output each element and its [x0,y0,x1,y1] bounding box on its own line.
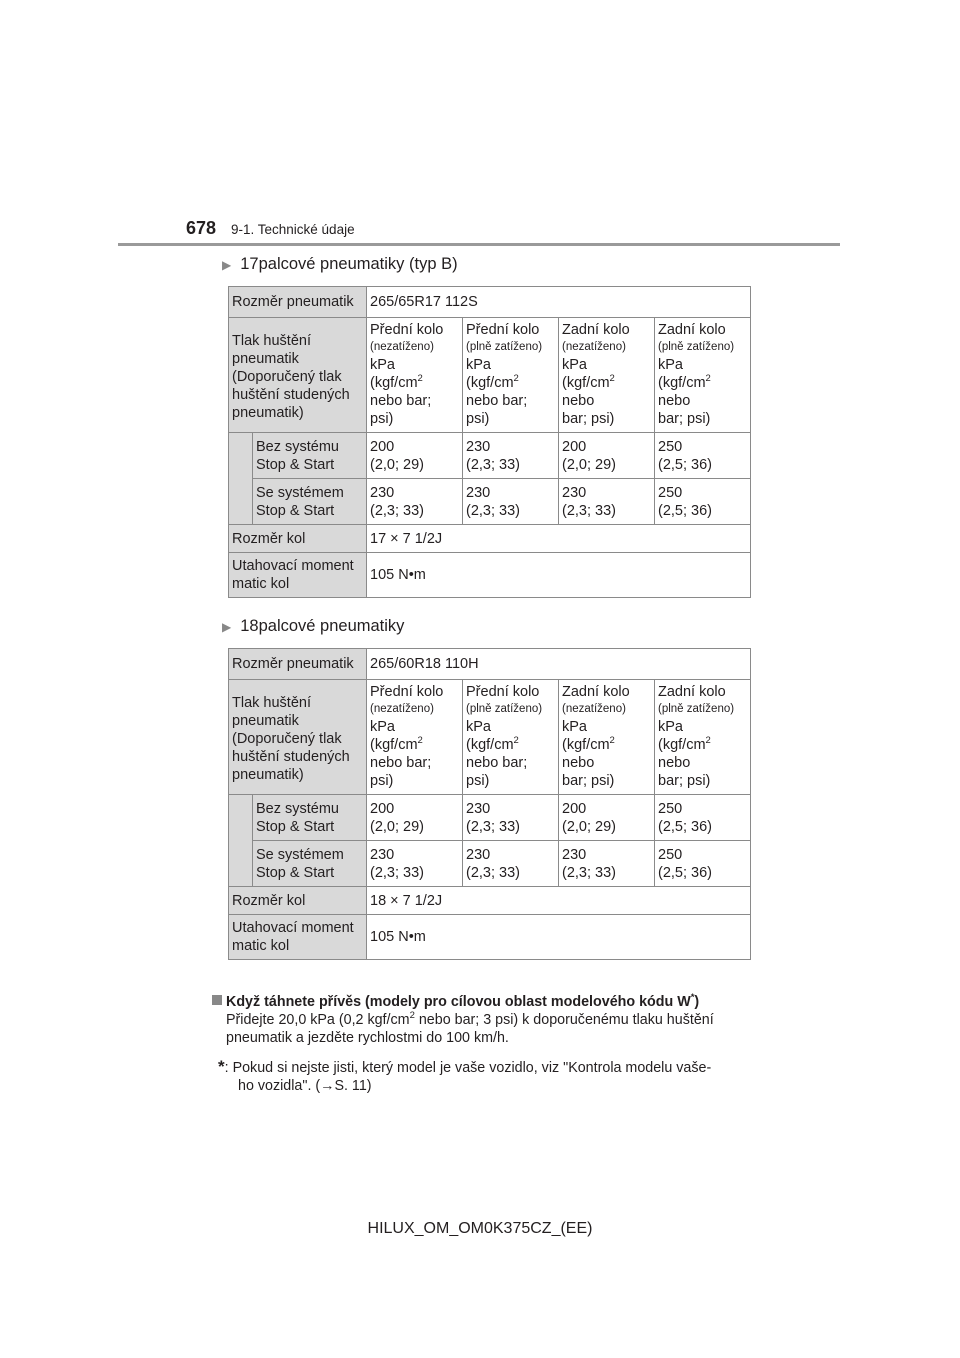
subheading-17-inch [222,255,458,274]
pressure-value: 200 (2,0; 29) [367,795,463,841]
tire-size-value: 265/60R18 110H [367,649,751,680]
torque-value: 105 N•m [367,915,751,960]
pressure-value: 250 (2,5; 36) [655,479,751,525]
note-body: Přidejte 20,0 kPa (0,2 kgf/$cm^2$ nebo bar; 3 psi) k doporučenému tlaku huštění pneumatik a jezděte rychlostmi do 100 km/h. [226,1010,714,1046]
tire-size-value: 265/65R17 112S [367,287,751,318]
column-header: Zadní kolo (plně zatíženo) kPa ($kgf/cm^2$ nebo bar; psi) [655,318,751,433]
indent-cell [229,795,253,887]
pressure-value: 230 (2,3; 33) [367,479,463,525]
tire-size-label: Rozměr pneumatik [229,287,367,318]
pressure-header-row [229,680,751,795]
indent-cell [229,433,253,525]
tire-table-18 [228,648,751,960]
tire-size-label: Rozměr pneumatik [229,649,367,680]
table-row [229,795,751,841]
pressure-value: 230 (2,3; 33) [559,479,655,525]
pressure-value: 230 (2,3; 33) [559,841,655,887]
row-label: Bez systému Stop & Start [253,795,367,841]
torque-label: Utahovací moment matic kol [229,553,367,598]
torque-row [229,553,751,598]
column-header: Přední kolo (plně zatíženo) kPa ($kgf/cm^2$ nebo bar; psi) [463,680,559,795]
pressure-value: 250 (2,5; 36) [655,433,751,479]
pressure-value: 230 (2,3; 33) [463,795,559,841]
pressure-label: Tlak huštění pneumatik (Doporučený tlak huštění studených pneumatik) [229,680,367,795]
torque-row [229,915,751,960]
column-header: Přední kolo (nezatíženo) kPa ($kgf/cm^2$ nebo bar; psi) [367,318,463,433]
wheel-size-label: Rozměr kol [229,887,367,915]
document-code: HILUX_OM_OM0K375CZ_(EE) [367,1220,593,1237]
pressure-value: 230 (2,3; 33) [463,841,559,887]
torque-value: 105 N•m [367,553,751,598]
column-header: Přední kolo (nezatíženo) kPa ($kgf/cm^2$ nebo bar; psi) [367,680,463,795]
pressure-value: 200 (2,0; 29) [559,433,655,479]
wheel-size-value: 17 × 7 1/2J [367,525,751,553]
pressure-value: 200 (2,0; 29) [367,433,463,479]
pressure-value: 250 (2,5; 36) [655,841,751,887]
row-label: Se systémem Stop & Start [253,479,367,525]
wheel-size-label: Rozměr kol [229,525,367,553]
torque-label: Utahovací moment matic kol [229,915,367,960]
pressure-value: 230 (2,3; 33) [463,479,559,525]
row-label: Se systémem Stop & Start [253,841,367,887]
towing-note [212,993,752,1047]
tire-size-row [229,287,751,318]
subheading-18-inch [222,617,404,636]
wheel-size-value: 18 × 7 1/2J [367,887,751,915]
row-label: Bez systému Stop & Start [253,433,367,479]
subheading-text: 17palcové pneumatiky (typ B) [240,255,458,273]
tire-table-17 [228,286,751,598]
subheading-text: 18palcové pneumatiky [240,617,405,635]
column-header: Přední kolo (plně zatíženo) kPa ($kgf/cm^2$ nebo bar; psi) [463,318,559,433]
pressure-value: 200 (2,0; 29) [559,795,655,841]
table-row [229,479,751,525]
wheel-size-row [229,887,751,915]
page-number: 678 [186,218,217,238]
table-row [229,433,751,479]
square-bullet-icon [212,995,222,1005]
arrow-icon: ▶ [222,257,232,272]
section-title: 9-1. Technické údaje [231,222,355,237]
pressure-value: 230 (2,3; 33) [463,433,559,479]
column-header: Zadní kolo (nezatíženo) kPa ($kgf/cm^2$ nebo bar; psi) [559,318,655,433]
wheel-size-row [229,525,751,553]
table-row [229,841,751,887]
arrow-icon: ▶ [222,619,232,634]
column-header: Zadní kolo (plně zatíženo) kPa ($kgf/cm^2$ nebo bar; psi) [655,680,751,795]
pressure-header-row [229,318,751,433]
header-rule [118,243,840,246]
tire-size-row [229,649,751,680]
column-header: Zadní kolo (nezatíženo) kPa ($kgf/cm^2$ nebo bar; psi) [559,680,655,795]
pressure-value: 250 (2,5; 36) [655,795,751,841]
pressure-label: Tlak huštění pneumatik (Doporučený tlak huštění studených pneumatik) [229,318,367,433]
footnote: *: Pokud si nejste jisti, který model je vaše vozidlo, viz "Kontrola modelu vaše- ho vozidla". (→S. 11) [218,1057,712,1094]
note-heading: Když táhnete přívěs (modely pro cílovou oblast modelového kódu W*) [212,993,752,1011]
footnote-star: * [218,1057,225,1076]
pressure-value: 230 (2,3; 33) [367,841,463,887]
